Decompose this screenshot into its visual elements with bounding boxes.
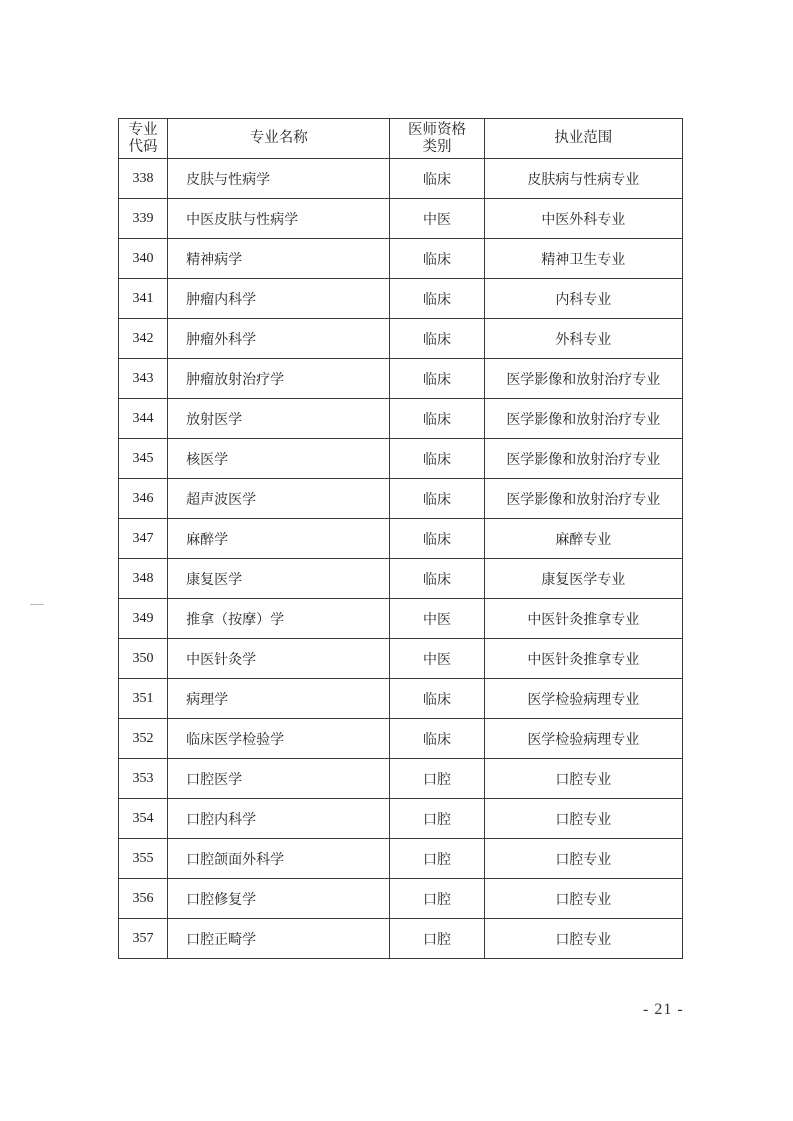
cell-name: 麻醉学	[168, 519, 390, 559]
cell-code: 341	[119, 279, 168, 319]
cell-category: 口腔	[390, 799, 484, 839]
table-row	[119, 559, 683, 599]
cell-category: 临床	[390, 439, 484, 479]
cell-code: 343	[119, 359, 168, 399]
cell-scope: 口腔专业	[484, 879, 682, 919]
header-scope: 执业范围	[484, 119, 682, 159]
cell-scope: 医学影像和放射治疗专业	[484, 479, 682, 519]
table-header-row	[119, 119, 683, 159]
table-row	[119, 399, 683, 439]
cell-name: 口腔颌面外科学	[168, 839, 390, 879]
table-row	[119, 639, 683, 679]
table-row	[119, 199, 683, 239]
cell-code: 350	[119, 639, 168, 679]
table-row	[119, 719, 683, 759]
cell-category: 临床	[390, 359, 484, 399]
cell-scope: 医学影像和放射治疗专业	[484, 439, 682, 479]
cell-name: 肿瘤外科学	[168, 319, 390, 359]
cell-name: 口腔内科学	[168, 799, 390, 839]
cell-code: 355	[119, 839, 168, 879]
table-row	[119, 799, 683, 839]
cell-scope: 医学影像和放射治疗专业	[484, 359, 682, 399]
header-code-line2: 代码	[128, 138, 158, 155]
header-code	[119, 119, 168, 159]
cell-category: 临床	[390, 519, 484, 559]
table-row	[119, 159, 683, 199]
header-category	[390, 119, 484, 159]
cell-name: 推拿（按摩）学	[168, 599, 390, 639]
cell-category: 临床	[390, 559, 484, 599]
cell-code: 347	[119, 519, 168, 559]
table-row	[119, 359, 683, 399]
cell-code: 342	[119, 319, 168, 359]
header-category-line1: 医师资格	[408, 121, 467, 138]
cell-code: 352	[119, 719, 168, 759]
cell-scope: 康复医学专业	[484, 559, 682, 599]
cell-scope: 中医外科专业	[484, 199, 682, 239]
cell-name: 肿瘤放射治疗学	[168, 359, 390, 399]
table-row	[119, 599, 683, 639]
cell-code: 351	[119, 679, 168, 719]
table-row	[119, 519, 683, 559]
cell-scope: 医学检验病理专业	[484, 719, 682, 759]
cell-category: 临床	[390, 159, 484, 199]
cell-code: 346	[119, 479, 168, 519]
table-row	[119, 319, 683, 359]
cell-scope: 内科专业	[484, 279, 682, 319]
cell-code: 344	[119, 399, 168, 439]
cell-category: 临床	[390, 239, 484, 279]
cell-code: 345	[119, 439, 168, 479]
cell-scope: 中医针灸推拿专业	[484, 599, 682, 639]
cell-name: 康复医学	[168, 559, 390, 599]
cell-name: 中医皮肤与性病学	[168, 199, 390, 239]
table-row	[119, 279, 683, 319]
cell-name: 皮肤与性病学	[168, 159, 390, 199]
cell-name: 临床医学检验学	[168, 719, 390, 759]
cell-scope: 精神卫生专业	[484, 239, 682, 279]
margin-mark	[30, 604, 44, 605]
cell-category: 临床	[390, 279, 484, 319]
cell-name: 口腔医学	[168, 759, 390, 799]
table-row	[119, 679, 683, 719]
cell-category: 口腔	[390, 879, 484, 919]
table-row	[119, 479, 683, 519]
cell-scope: 医学影像和放射治疗专业	[484, 399, 682, 439]
cell-code: 339	[119, 199, 168, 239]
table-row	[119, 759, 683, 799]
cell-category: 口腔	[390, 919, 484, 959]
cell-code: 356	[119, 879, 168, 919]
cell-category: 口腔	[390, 839, 484, 879]
cell-scope: 中医针灸推拿专业	[484, 639, 682, 679]
cell-scope: 皮肤病与性病专业	[484, 159, 682, 199]
cell-name: 病理学	[168, 679, 390, 719]
cell-category: 临床	[390, 399, 484, 439]
cell-scope: 外科专业	[484, 319, 682, 359]
table-row	[119, 439, 683, 479]
cell-category: 中医	[390, 199, 484, 239]
cell-category: 口腔	[390, 759, 484, 799]
major-table	[118, 118, 683, 959]
cell-code: 338	[119, 159, 168, 199]
cell-name: 肿瘤内科学	[168, 279, 390, 319]
page-number: - 21 -	[643, 1001, 684, 1018]
cell-name: 核医学	[168, 439, 390, 479]
cell-code: 349	[119, 599, 168, 639]
cell-name: 超声波医学	[168, 479, 390, 519]
cell-category: 中医	[390, 599, 484, 639]
cell-name: 精神病学	[168, 239, 390, 279]
cell-scope: 口腔专业	[484, 799, 682, 839]
header-code-line1: 专业	[128, 121, 158, 138]
cell-scope: 麻醉专业	[484, 519, 682, 559]
cell-name: 中医针灸学	[168, 639, 390, 679]
table-row	[119, 879, 683, 919]
cell-scope: 口腔专业	[484, 919, 682, 959]
cell-code: 353	[119, 759, 168, 799]
cell-category: 临床	[390, 479, 484, 519]
table-row	[119, 839, 683, 879]
cell-name: 口腔正畸学	[168, 919, 390, 959]
cell-category: 临床	[390, 719, 484, 759]
cell-category: 中医	[390, 639, 484, 679]
cell-code: 340	[119, 239, 168, 279]
cell-scope: 口腔专业	[484, 839, 682, 879]
cell-category: 临床	[390, 679, 484, 719]
table-body	[119, 159, 683, 959]
cell-name: 口腔修复学	[168, 879, 390, 919]
cell-code: 354	[119, 799, 168, 839]
header-name: 专业名称	[168, 119, 390, 159]
table-row	[119, 239, 683, 279]
header-category-line2: 类别	[422, 138, 452, 155]
table-row	[119, 919, 683, 959]
cell-name: 放射医学	[168, 399, 390, 439]
cell-category: 临床	[390, 319, 484, 359]
cell-scope: 口腔专业	[484, 759, 682, 799]
cell-code: 348	[119, 559, 168, 599]
cell-scope: 医学检验病理专业	[484, 679, 682, 719]
cell-code: 357	[119, 919, 168, 959]
